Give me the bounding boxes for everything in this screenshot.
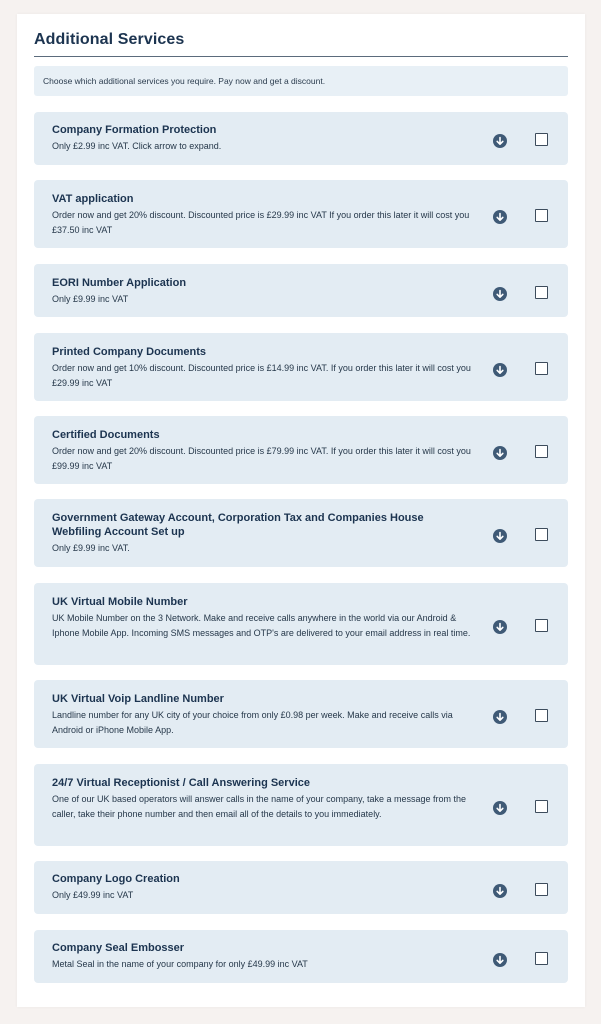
expand-arrow-icon[interactable] — [493, 620, 507, 634]
service-checkbox[interactable] — [535, 209, 548, 222]
service-checkbox[interactable] — [535, 709, 548, 722]
service-description: Only £9.99 inc VAT. — [52, 543, 130, 553]
service-item-virtual-receptionist — [34, 764, 568, 846]
service-checkbox[interactable] — [535, 952, 548, 965]
service-title: Company Logo Creation — [52, 873, 180, 885]
service-item-printed-documents — [34, 333, 568, 401]
expand-arrow-icon[interactable] — [493, 884, 507, 898]
expand-arrow-icon[interactable] — [493, 801, 507, 815]
expand-arrow-icon[interactable] — [493, 287, 507, 301]
service-description: UK Mobile Number on the 3 Network. Make and receive calls anywhere in the world via our Android & Iphone Mobile App. Incoming SMS messages and OTP's are delivered to your email address in real time. — [52, 613, 471, 638]
service-item-seal-embosser — [34, 930, 568, 983]
service-description: Order now and get 20% discount. Discounted price is £79.99 inc VAT. If you order this later it will cost you £99.99 inc VAT — [52, 446, 471, 471]
expand-arrow-icon[interactable] — [493, 134, 507, 148]
service-item-eori-number — [34, 264, 568, 317]
service-title: UK Virtual Voip Landline Number — [52, 693, 224, 705]
service-description: Landline number for any UK city of your choice from only £0.98 per week. Make and receive calls via Android or iPhone Mobile App. — [52, 710, 453, 735]
service-title: 24/7 Virtual Receptionist / Call Answering Service — [52, 777, 310, 789]
service-title: Company Formation Protection — [52, 124, 217, 136]
service-title: EORI Number Application — [52, 277, 187, 289]
service-item-virtual-mobile — [34, 583, 568, 665]
service-item-vat-application — [34, 180, 568, 248]
expand-arrow-icon[interactable] — [493, 363, 507, 377]
expand-arrow-icon[interactable] — [493, 446, 507, 460]
service-item-logo-creation — [34, 861, 568, 914]
service-title: VAT application — [52, 193, 134, 205]
service-title: Certified Documents — [52, 429, 160, 441]
service-checkbox[interactable] — [535, 362, 548, 375]
service-description: Order now and get 20% discount. Discounted price is £29.99 inc VAT If you order this later it will cost you £37.50 inc VAT — [52, 210, 470, 235]
service-description: Order now and get 10% discount. Discounted price is £14.99 inc VAT. If you order this later it will cost you £29.99 inc VAT — [52, 363, 471, 388]
service-item-government-gateway — [34, 499, 568, 567]
service-checkbox[interactable] — [535, 528, 548, 541]
expand-arrow-icon[interactable] — [493, 529, 507, 543]
expand-arrow-icon[interactable] — [493, 210, 507, 224]
service-checkbox[interactable] — [535, 286, 548, 299]
service-title: UK Virtual Mobile Number — [52, 596, 188, 608]
additional-services-card — [17, 14, 585, 1007]
title-divider — [34, 56, 568, 57]
service-title: Printed Company Documents — [52, 346, 207, 358]
intro-note: Choose which additional services you require. Pay now and get a discount. — [34, 66, 568, 96]
service-description: Metal Seal in the name of your company for only £49.99 inc VAT — [52, 959, 308, 969]
expand-arrow-icon[interactable] — [493, 953, 507, 967]
service-checkbox[interactable] — [535, 619, 548, 632]
service-checkbox[interactable] — [535, 445, 548, 458]
service-item-certified-documents — [34, 416, 568, 484]
service-checkbox[interactable] — [535, 133, 548, 146]
expand-arrow-icon[interactable] — [493, 710, 507, 724]
service-checkbox[interactable] — [535, 883, 548, 896]
service-description: Only £9.99 inc VAT — [52, 294, 129, 304]
service-description: One of our UK based operators will answer calls in the name of your company, take a message from the caller, take their phone number and then email all of the details to you immediately. — [52, 794, 467, 819]
service-title: Government Gateway Account, Corporation Tax and Companies House Webfiling Account Set up — [52, 512, 424, 538]
service-title: Company Seal Embosser — [52, 942, 185, 954]
page-title: Additional Services — [34, 31, 185, 48]
service-item-company-formation-protection — [34, 112, 568, 165]
service-description: Only £2.99 inc VAT. Click arrow to expand. — [52, 141, 222, 151]
service-item-voip-landline — [34, 680, 568, 748]
service-checkbox[interactable] — [535, 800, 548, 813]
service-description: Only £49.99 inc VAT — [52, 890, 134, 900]
